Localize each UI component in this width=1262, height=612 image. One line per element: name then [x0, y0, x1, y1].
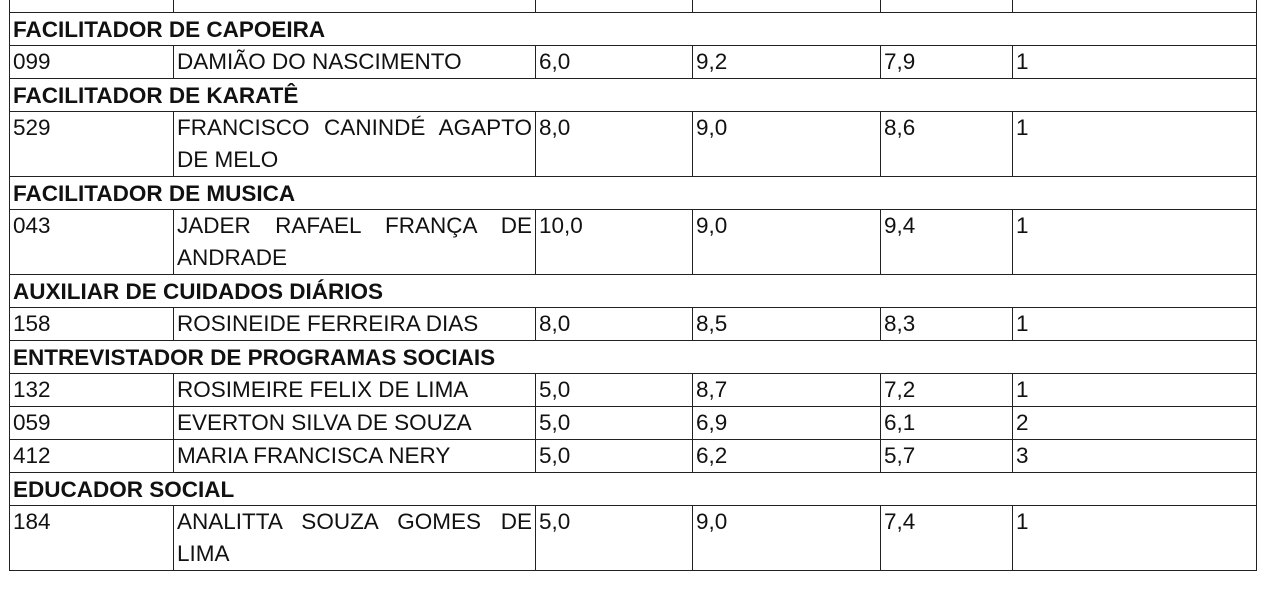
section-header	[10, 473, 1257, 506]
table-row	[10, 112, 1257, 177]
candidate-name: ANALITTA SOUZA GOMES DE LIMA	[174, 506, 536, 571]
candidate-name: MARIA FRANCISCA NERY	[174, 440, 536, 473]
section-header	[10, 341, 1257, 374]
ranking: 1	[1013, 374, 1257, 407]
table-row	[10, 210, 1257, 275]
candidate-name: ROSINEIDE FERREIRA DIAS	[174, 308, 536, 341]
average-score: 9,4	[881, 210, 1013, 275]
section-title: FACILITADOR DE MUSICA	[10, 177, 1257, 210]
score-1: 8,0	[536, 112, 693, 177]
table-row	[10, 374, 1257, 407]
table-row	[10, 46, 1257, 79]
candidate-name: EVERTON SILVA DE SOUZA	[174, 407, 536, 440]
ranking: 1	[1013, 112, 1257, 177]
table-row	[10, 308, 1257, 341]
candidate-name: DAMIÃO DO NASCIMENTO	[174, 46, 536, 79]
table-row	[10, 407, 1257, 440]
cut-off-row	[10, 0, 1257, 13]
score-1: 6,0	[536, 46, 693, 79]
candidate-name: FRANCISCO CANINDÉ AGAPTO DE MELO	[174, 112, 536, 177]
average-score: 8,6	[881, 112, 1013, 177]
candidate-name: ROSIMEIRE FELIX DE LIMA	[174, 374, 536, 407]
section-header	[10, 79, 1257, 112]
score-2: 9,2	[693, 46, 881, 79]
ranking: 1	[1013, 210, 1257, 275]
average-score: 6,1	[881, 407, 1013, 440]
candidate-code: 099	[10, 46, 174, 79]
score-2: 9,0	[693, 210, 881, 275]
section-title: FACILITADOR DE KARATÊ	[10, 79, 1257, 112]
section-title: EDUCADOR SOCIAL	[10, 473, 1257, 506]
candidate-code: 184	[10, 506, 174, 571]
ranking: 1	[1013, 506, 1257, 571]
score-2: 8,5	[693, 308, 881, 341]
section-title: ENTREVISTADOR DE PROGRAMAS SOCIAIS	[10, 341, 1257, 374]
candidate-code: 043	[10, 210, 174, 275]
score-2: 6,2	[693, 440, 881, 473]
average-score: 7,4	[881, 506, 1013, 571]
section-title: AUXILIAR DE CUIDADOS DIÁRIOS	[10, 275, 1257, 308]
section-header	[10, 177, 1257, 210]
score-1: 5,0	[536, 407, 693, 440]
candidate-code: 158	[10, 308, 174, 341]
score-2: 8,7	[693, 374, 881, 407]
section-title: FACILITADOR DE CAPOEIRA	[10, 13, 1257, 46]
ranking: 2	[1013, 407, 1257, 440]
average-score: 8,3	[881, 308, 1013, 341]
results-table	[9, 0, 1257, 571]
candidate-code: 132	[10, 374, 174, 407]
score-1: 5,0	[536, 506, 693, 571]
average-score: 7,9	[881, 46, 1013, 79]
candidate-code: 412	[10, 440, 174, 473]
average-score: 5,7	[881, 440, 1013, 473]
score-1: 5,0	[536, 374, 693, 407]
table-row	[10, 440, 1257, 473]
ranking: 1	[1013, 308, 1257, 341]
ranking: 1	[1013, 46, 1257, 79]
section-header	[10, 13, 1257, 46]
table-row	[10, 506, 1257, 571]
score-2: 9,0	[693, 506, 881, 571]
candidate-name: JADER RAFAEL FRANÇA DE ANDRADE	[174, 210, 536, 275]
average-score: 7,2	[881, 374, 1013, 407]
score-2: 6,9	[693, 407, 881, 440]
score-1: 5,0	[536, 440, 693, 473]
score-1: 10,0	[536, 210, 693, 275]
candidate-code: 529	[10, 112, 174, 177]
score-2: 9,0	[693, 112, 881, 177]
ranking: 3	[1013, 440, 1257, 473]
score-1: 8,0	[536, 308, 693, 341]
section-header	[10, 275, 1257, 308]
candidate-code: 059	[10, 407, 174, 440]
